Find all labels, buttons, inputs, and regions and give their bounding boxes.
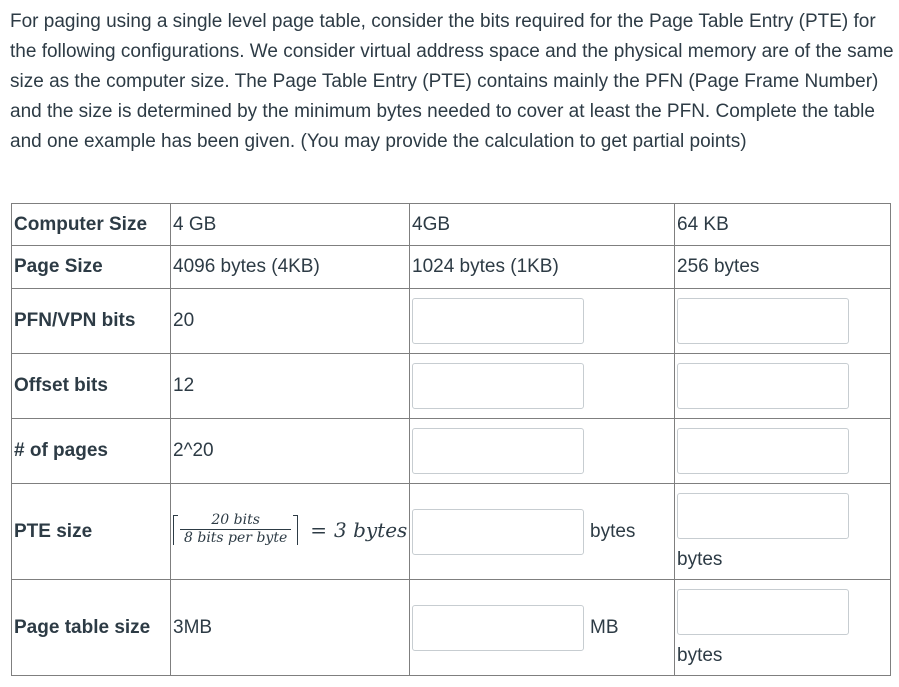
row-offset-bits [12, 354, 891, 419]
config3-offset-bits-input[interactable] [677, 363, 849, 409]
equals-sign: = [310, 517, 327, 542]
config2-computer-size: 4GB [410, 204, 675, 246]
config2-pte-unit: bytes [590, 520, 636, 542]
config3-pte-unit: bytes [677, 548, 723, 570]
config2-pte-size-group [412, 509, 672, 555]
row-label-computer-size: Computer Size [12, 204, 171, 246]
row-computer-size [12, 204, 891, 246]
example-pte-formula [171, 484, 410, 580]
row-num-pages [12, 419, 891, 484]
config3-page-size: 256 bytes [675, 246, 891, 289]
row-label-page-table-size: Page table size [12, 580, 171, 676]
row-label-pte-size: PTE size [12, 484, 171, 580]
ceiling-left-bracket [173, 515, 178, 545]
row-pte-size [12, 484, 891, 580]
pte-formula [173, 512, 407, 547]
example-page-size: 4096 bytes (4KB) [171, 246, 410, 289]
config2-page-table-size-input[interactable] [412, 605, 584, 651]
example-computer-size: 4 GB [171, 204, 410, 246]
row-label-num-pages: # of pages [12, 419, 171, 484]
example-pfn-vpn-bits: 20 [171, 289, 410, 354]
config3-computer-size: 64 KB [675, 204, 891, 246]
config2-offset-bits-input[interactable] [412, 363, 584, 409]
row-label-offset-bits: Offset bits [12, 354, 171, 419]
config2-num-pages-input[interactable] [412, 428, 584, 474]
config3-num-pages-input[interactable] [677, 428, 849, 474]
config2-pfn-vpn-bits-input[interactable] [412, 298, 584, 344]
row-pfn-vpn-bits [12, 289, 891, 354]
fraction-numerator: 20 bits [211, 512, 260, 529]
ceiling-right-bracket [293, 515, 298, 545]
row-page-table-size [12, 580, 891, 676]
fraction [180, 512, 291, 547]
config2-page-table-size-group [412, 605, 672, 651]
example-offset-bits: 12 [171, 354, 410, 419]
fraction-denominator: 8 bits per byte [184, 530, 288, 547]
row-label-page-size: Page Size [12, 246, 171, 289]
question-text: For paging using a single level page table, consider the bits required for the Page Table Entry (PTE) for the following configurations. We consider virtual address space and the physical memory are of the same size as the computer size. The Page Table Entry (PTE) contains mainly the PFN (Page Frame Number) and the size is determined by the minimum bytes needed to cover at least the PFN. Complete the table and one example has been given. (You may provide the calculation to get partial points) [10, 11, 894, 152]
page-table-grid [11, 203, 891, 676]
config2-pte-size-input[interactable] [412, 509, 584, 555]
config3-page-table-size-input[interactable] [677, 589, 849, 635]
example-num-pages: 2^20 [171, 419, 410, 484]
config3-page-table-size-group [677, 589, 888, 667]
config2-page-table-unit: MB [590, 616, 619, 638]
config3-pfn-vpn-bits-input[interactable] [677, 298, 849, 344]
config3-pte-size-input[interactable] [677, 493, 849, 539]
config3-pte-size-group [677, 493, 888, 571]
row-page-size [12, 246, 891, 289]
formula-result: 3 bytes [334, 517, 408, 542]
config3-page-table-unit: bytes [677, 644, 723, 666]
row-label-pfn-vpn-bits: PFN/VPN bits [12, 289, 171, 354]
config2-page-size: 1024 bytes (1KB) [410, 246, 675, 289]
example-page-table-size: 3MB [171, 580, 410, 676]
